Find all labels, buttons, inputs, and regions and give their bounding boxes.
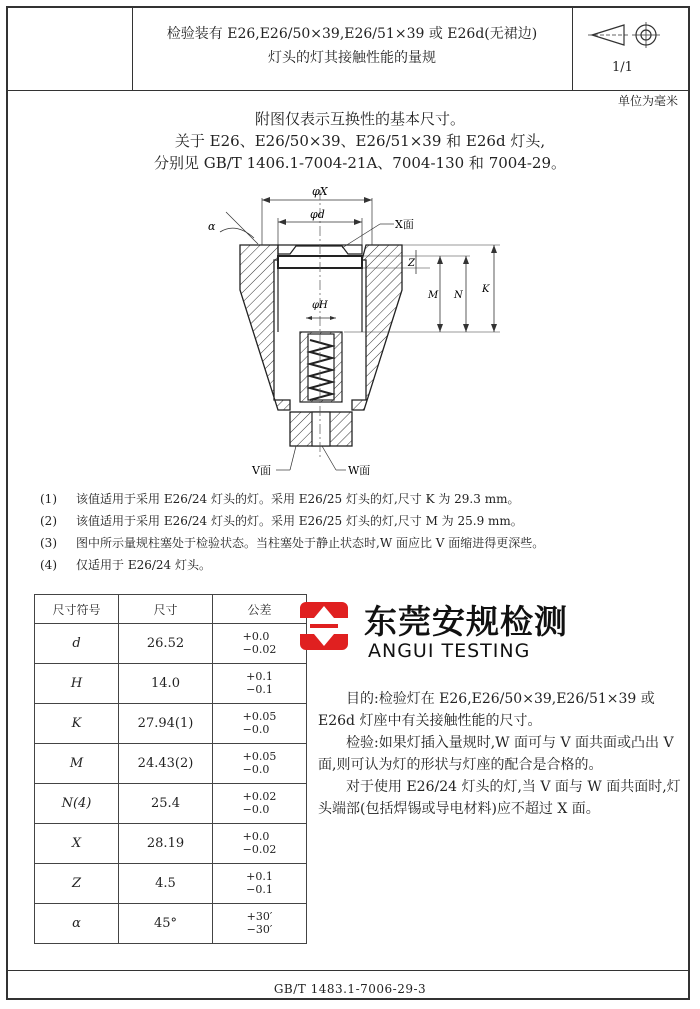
table-cell-size: 24.43(2) <box>119 744 213 784</box>
footnote: (2) 该值适用于采用 E26/24 灯头的灯。采用 E26/25 灯头的灯,尺寸 M 为 25.9 mm。 <box>40 514 523 528</box>
table-cell-size: 27.94(1) <box>119 704 213 744</box>
paragraph: 检验:如果灯插入量规时,W 面可与 V 面共面或凸出 V 面,则可认为灯的形状与灯座的配合是合格的。 <box>318 735 674 773</box>
table-row <box>35 784 307 824</box>
footer-divider <box>6 970 690 971</box>
paragraph: 目的:检验灯在 E26,E26/50×39,E26/51×39 或 E26d 灯座中有关接触性能的尺寸。 <box>318 691 655 729</box>
label-k: K <box>482 284 490 295</box>
plunger-tip <box>312 412 330 446</box>
intro-line-1: 附图仅表示互换性的基本尺寸。 <box>254 110 465 128</box>
table-row <box>35 704 307 744</box>
table-cell-symbol: H <box>35 664 119 704</box>
column-header: 尺寸 <box>119 595 213 624</box>
label-phi-h: φH <box>312 300 328 311</box>
table-cell-tolerance: +0.05 −0.0 <box>213 744 307 784</box>
table-cell-tolerance: +0.1 −0.1 <box>213 864 307 904</box>
table-row <box>35 864 307 904</box>
footer-code: GB/T 1483.1-7006-29-3 <box>273 982 427 996</box>
table-cell-symbol: α <box>35 904 119 944</box>
gauge-diagram <box>0 170 700 490</box>
logo-text-cn: 东莞安规检测 <box>364 602 568 641</box>
column-header: 尺寸符号 <box>35 595 119 624</box>
label-alpha: α <box>208 220 216 233</box>
footnote: (1) 该值适用于采用 E26/24 灯头的灯。采用 E26/25 灯头的灯,尺寸 K 为 29.3 mm。 <box>40 492 520 506</box>
intro-line-2: 关于 E26、E26/50×39、E26/51×39 和 E26d 灯头, <box>174 132 546 150</box>
label-v-face: V面 <box>252 464 271 477</box>
table-cell-tolerance: +0.02 −0.0 <box>213 784 307 824</box>
label-m: M <box>428 290 439 301</box>
paragraph: 对于使用 E26/24 灯头的灯,当 V 面与 W 面共面时,灯头端部(包括焊锡或导电材料)应不超过 X 面。 <box>318 779 681 817</box>
table-cell-tolerance: +0.0 −0.02 <box>213 624 307 664</box>
table-cell-tolerance: +0.05 −0.0 <box>213 704 307 744</box>
table-row <box>35 624 307 664</box>
table-cell-size: 14.0 <box>119 664 213 704</box>
table-row <box>35 824 307 864</box>
table-row <box>35 744 307 784</box>
footnote: (4) 仅适用于 E26/24 灯头。 <box>40 558 211 572</box>
label-phi-x: φX <box>312 185 328 198</box>
intro-line-3: 分别见 GB/T 1406.1-7004-21A、7004-130 和 7004-29。 <box>153 154 567 172</box>
table-row <box>35 664 307 704</box>
purpose-text <box>318 688 688 820</box>
table-cell-tolerance: +0.0 −0.02 <box>213 824 307 864</box>
title-line-2: 灯头的灯其接触性能的量规 <box>268 50 436 66</box>
page-number: 1/1 <box>612 60 633 75</box>
title-line-1: 检验装有 E26,E26/50×39,E26/51×39 或 E26d(无裙边) <box>166 26 538 42</box>
table-cell-symbol: Z <box>35 864 119 904</box>
label-n: N <box>454 290 463 301</box>
gauge-body-left <box>240 245 290 410</box>
header-divider <box>6 90 690 91</box>
column-header: 公差 <box>213 595 307 624</box>
document-title <box>132 22 572 70</box>
table-cell-size: 26.52 <box>119 624 213 664</box>
unit-note: 单位为毫米 <box>617 94 678 108</box>
footnote: (3) 图中所示量规柱塞处于检验状态。当柱塞处于静止状态时,W 面应比 V 面缩进得更深些。 <box>40 536 545 550</box>
gauge-body-right <box>352 245 402 410</box>
label-x-face: X面 <box>395 218 414 231</box>
table-cell-size: 28.19 <box>119 824 213 864</box>
table-cell-tolerance: +30′ −30′ <box>213 904 307 944</box>
table-cell-symbol: d <box>35 624 119 664</box>
table-row <box>35 904 307 944</box>
label-phi-d: φd <box>310 208 325 221</box>
projection-symbol-icon <box>588 20 670 50</box>
table-cell-symbol: N(4) <box>35 784 119 824</box>
table-cell-tolerance: +0.1 −0.1 <box>213 664 307 704</box>
intro-text <box>150 108 570 174</box>
footnotes <box>40 488 544 576</box>
header-right-divider <box>572 6 573 90</box>
logo-text-en: ANGUI TESTING <box>368 640 531 662</box>
table-cell-symbol: K <box>35 704 119 744</box>
dimension-table <box>34 594 307 944</box>
table-cell-size: 25.4 <box>119 784 213 824</box>
table-cell-symbol: M <box>35 744 119 784</box>
label-z: Z <box>408 258 415 269</box>
table-cell-size: 4.5 <box>119 864 213 904</box>
label-w-face: W面 <box>348 464 371 477</box>
table-cell-size: 45° <box>119 904 213 944</box>
table-cell-symbol: X <box>35 824 119 864</box>
table-header-row <box>35 595 307 624</box>
logo-icon <box>296 598 352 654</box>
